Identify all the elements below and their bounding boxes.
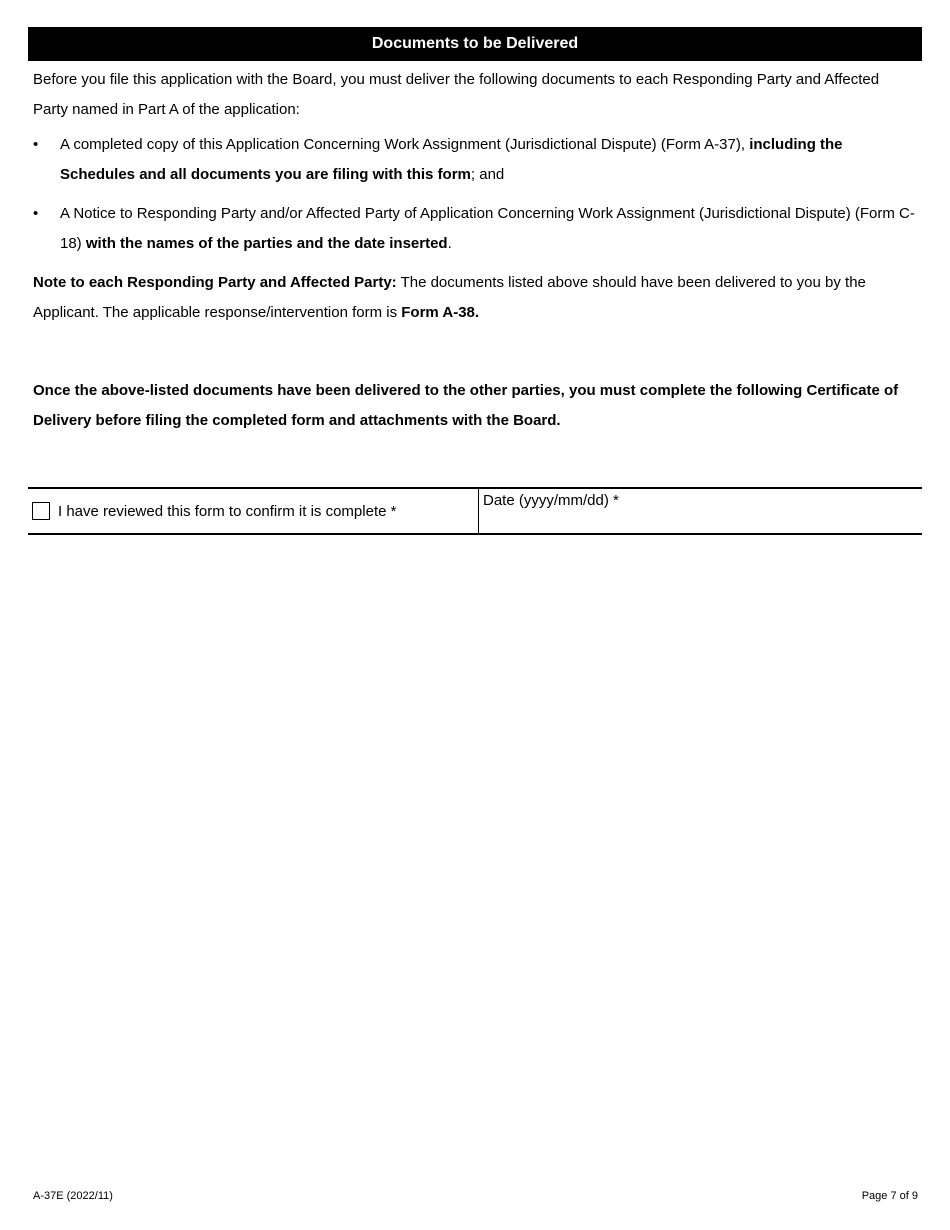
review-checkbox-cell xyxy=(28,489,479,533)
note-text: The documents listed above should have been delivered to you by the Applicant. The applicable response/intervention form is xyxy=(33,274,866,321)
list-item-bold: including the Schedules and all documents you are filing with this form xyxy=(60,136,843,183)
review-checkbox[interactable] xyxy=(32,502,50,520)
list-item-text: A completed copy of this Application Concerning Work Assignment (Jurisdictional Dispute) (Form A-37), xyxy=(60,136,750,153)
list-item xyxy=(33,199,918,258)
list-item-suffix: . xyxy=(447,234,452,252)
note-lead: Note to each Responding Party and Affected Party: xyxy=(33,274,397,291)
note-paragraph xyxy=(33,268,918,327)
bullet-icon: • xyxy=(33,136,39,153)
intro-paragraph: Before you file this application with the Board, you must deliver the following documents to each Responding Party and Affected Party named in Part A of the application: xyxy=(33,71,880,118)
note-form-ref: Form A-38. xyxy=(401,303,480,321)
bullet-icon: • xyxy=(33,205,39,222)
form-code: A-37E (2022/11) xyxy=(33,1190,113,1202)
date-cell xyxy=(479,489,922,533)
section-header xyxy=(28,27,922,61)
document-body xyxy=(33,65,918,435)
list-item-text: A Notice to Responding Party and/or Affected Party of Application Concerning Work Assignment (Jurisdictional Dispute) (Form C-18) xyxy=(60,205,915,252)
documents-list xyxy=(33,130,918,258)
review-checkbox-label: I have reviewed this form to confirm it is complete * xyxy=(58,502,397,520)
review-confirmation-row xyxy=(28,487,922,535)
list-item-suffix: ; and xyxy=(470,165,505,183)
section-title: Documents to be Delivered xyxy=(371,35,579,52)
date-input[interactable] xyxy=(483,511,918,529)
date-label: Date (yyyy/mm/dd) * xyxy=(483,492,619,509)
page-number: Page 7 of 9 xyxy=(861,1190,918,1202)
list-item-bold: with the names of the parties and the date inserted xyxy=(85,234,448,252)
delivery-instruction: Once the above-listed documents have been delivered to the other parties, you must complete the following Certificate of Delivery before filing the completed form and attachments with the Board. xyxy=(33,382,899,429)
list-item xyxy=(33,130,918,189)
